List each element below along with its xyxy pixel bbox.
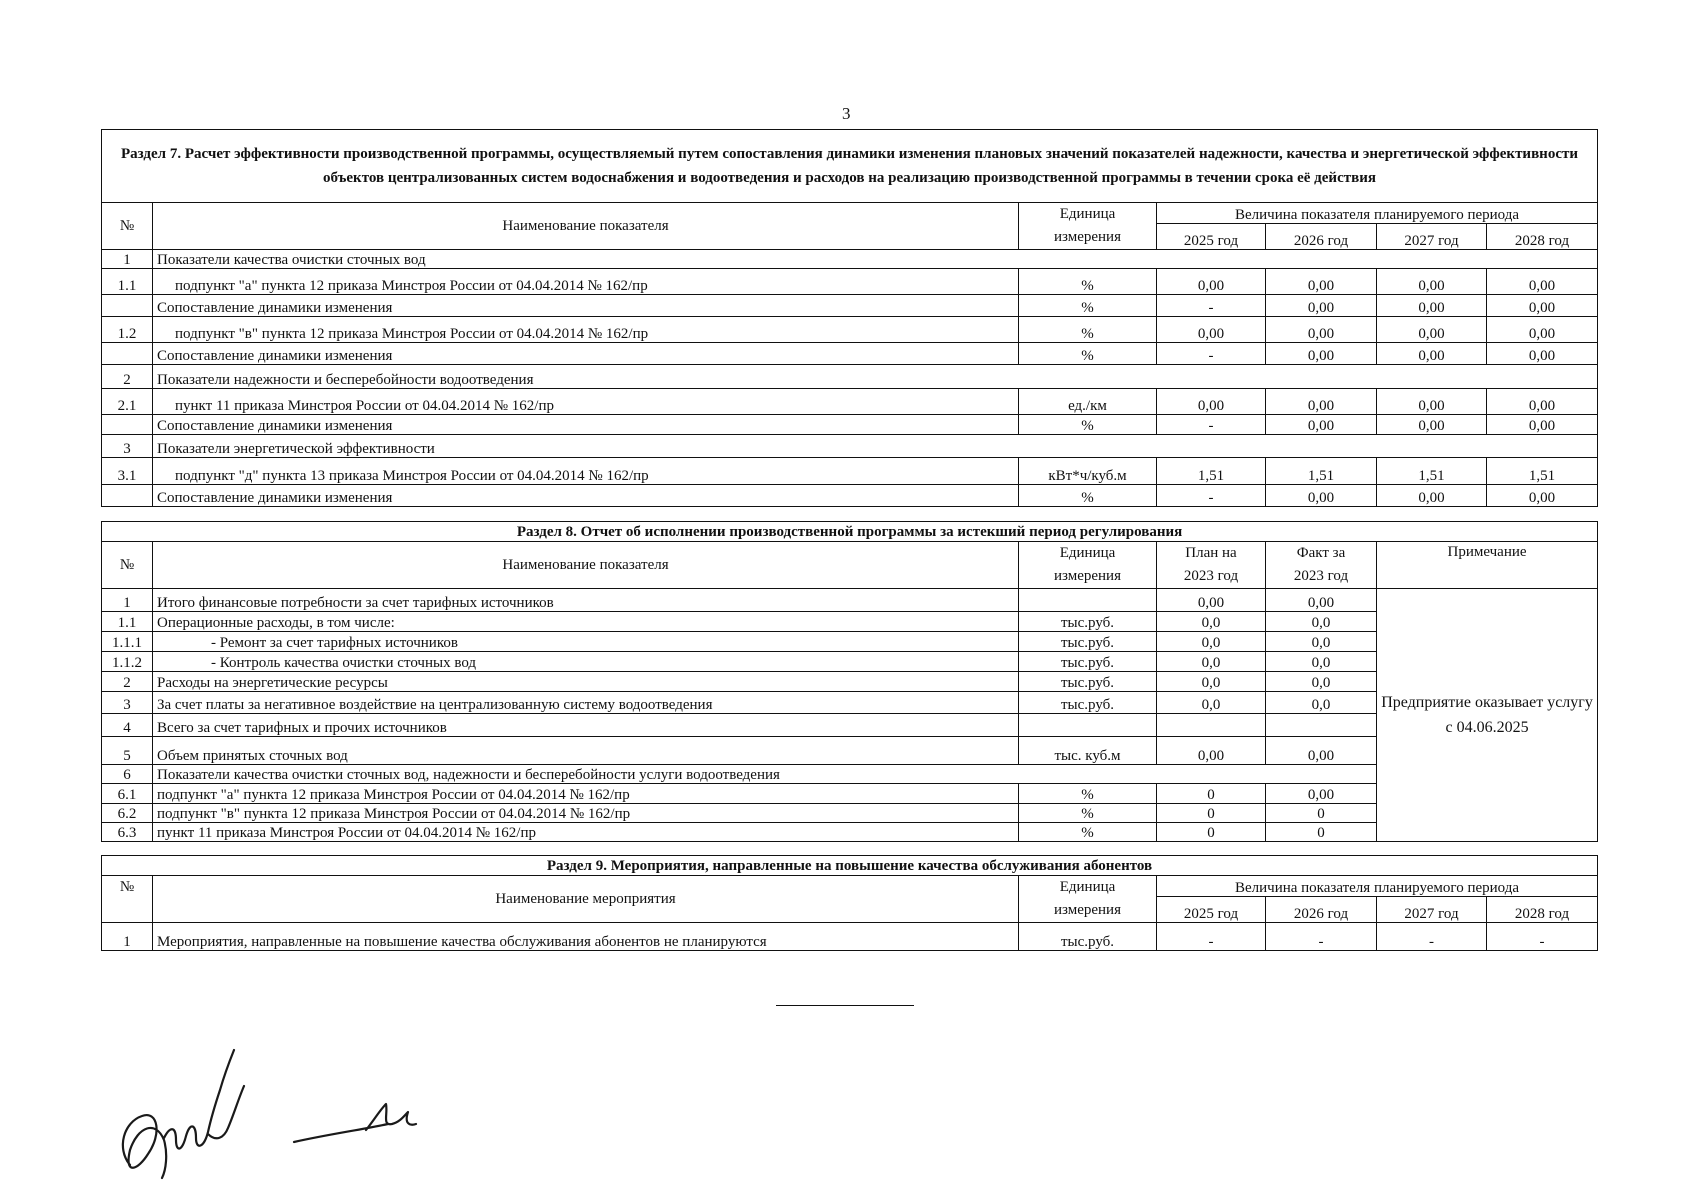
row-name: Сопоставление динамики изменения: [153, 295, 1019, 317]
table-row: [102, 317, 1598, 343]
section9-header-num: №: [102, 876, 153, 923]
row-num: 1.1.1: [102, 632, 153, 652]
row-unit: %: [1019, 295, 1157, 317]
section7-header-year: 2025 год: [1157, 224, 1266, 250]
row-num: 3: [102, 692, 153, 714]
section8-table: [101, 521, 1598, 842]
section8-header-note: Примечание: [1377, 542, 1598, 589]
row-num: 1: [102, 923, 153, 951]
row-plan: 0: [1157, 804, 1266, 823]
row-value: -: [1487, 923, 1598, 951]
section9-header-unit-line1: Единица: [1059, 879, 1116, 895]
table-row: [102, 458, 1598, 485]
table-row: [102, 415, 1598, 435]
row-value: -: [1266, 923, 1377, 951]
section8-header-num: №: [102, 542, 153, 589]
row-unit: тыс.руб.: [1019, 672, 1157, 692]
row-plan: 0,0: [1157, 652, 1266, 672]
row-value: 0,00: [1266, 415, 1377, 435]
section8-header-name: Наименование показателя: [153, 542, 1019, 589]
table-row: [102, 589, 1598, 612]
row-plan: 0,00: [1157, 589, 1266, 612]
row-value: -: [1157, 923, 1266, 951]
row-value: 0,00: [1487, 295, 1598, 317]
row-num: 3.1: [102, 458, 153, 485]
row-num: 6: [102, 765, 153, 784]
row-value: 0,00: [1266, 269, 1377, 295]
row-value: 0,00: [1487, 485, 1598, 507]
row-plan: 0,0: [1157, 672, 1266, 692]
row-value: 0,00: [1157, 317, 1266, 343]
row-unit: тыс. куб.м: [1019, 737, 1157, 765]
row-plan: 0,0: [1157, 692, 1266, 714]
table-row: [102, 295, 1598, 317]
row-unit: ед./км: [1019, 389, 1157, 415]
section9-title: Раздел 9. Мероприятия, направленные на повышение качества обслуживания абонентов: [102, 856, 1598, 876]
row-name: - Контроль качества очистки сточных вод: [153, 652, 1019, 672]
row-value: 0,00: [1487, 343, 1598, 365]
row-value: -: [1157, 485, 1266, 507]
row-plan: 0,0: [1157, 632, 1266, 652]
row-value: 1,51: [1487, 458, 1598, 485]
table-row: [102, 485, 1598, 507]
row-fact: 0,00: [1266, 737, 1377, 765]
row-num: 1: [102, 250, 153, 269]
section9-header-year: 2025 год: [1157, 897, 1266, 923]
section7-header-year: 2028 год: [1487, 224, 1598, 250]
row-num: [102, 485, 153, 507]
row-num: 1.1: [102, 269, 153, 295]
row-value: 1,51: [1377, 458, 1487, 485]
row-name: Показатели надежности и бесперебойности водоотведения: [153, 365, 1598, 389]
row-num: 6.1: [102, 784, 153, 804]
row-value: 1,51: [1157, 458, 1266, 485]
row-num: 2: [102, 365, 153, 389]
section7-header-num: №: [102, 203, 153, 250]
row-value: 0,00: [1377, 343, 1487, 365]
row-value: 0,00: [1266, 485, 1377, 507]
section9-header-unit: [1019, 876, 1157, 923]
row-num: 2: [102, 672, 153, 692]
row-unit: %: [1019, 485, 1157, 507]
row-name: Сопоставление динамики изменения: [153, 343, 1019, 365]
row-num: 6.3: [102, 823, 153, 842]
section7-header-year: 2027 год: [1377, 224, 1487, 250]
row-value: 0,00: [1157, 269, 1266, 295]
section8-header-plan: [1157, 542, 1266, 589]
row-fact: 0,00: [1266, 784, 1377, 804]
section9-header-year: 2027 год: [1377, 897, 1487, 923]
row-name: подпункт "в" пункта 12 приказа Минстроя России от 04.04.2014 № 162/пр: [153, 804, 1019, 823]
row-num: [102, 415, 153, 435]
table-row: [102, 250, 1598, 269]
row-unit: тыс.руб.: [1019, 652, 1157, 672]
section8-title: Раздел 8. Отчет об исполнении производственной программы за истекший период регулирования: [102, 522, 1598, 542]
section8-header-unit-line2: измерения: [1053, 568, 1121, 584]
row-fact: [1266, 714, 1377, 737]
row-value: 0,00: [1487, 269, 1598, 295]
section9-header-year: 2026 год: [1266, 897, 1377, 923]
row-value: 0,00: [1266, 317, 1377, 343]
section7-header-unit-line1: Единица: [1059, 206, 1116, 222]
row-name: Операционные расходы, в том числе:: [153, 612, 1019, 632]
section9-header-unit-line2: измерения: [1053, 902, 1121, 918]
section8-header-fact-line1: Факт за: [1296, 545, 1346, 561]
row-value: 0,00: [1487, 389, 1598, 415]
row-fact: 0,0: [1266, 652, 1377, 672]
row-value: 0,00: [1266, 295, 1377, 317]
row-fact: 0,0: [1266, 612, 1377, 632]
row-fact: 0: [1266, 804, 1377, 823]
row-fact: 0,0: [1266, 672, 1377, 692]
row-unit: %: [1019, 784, 1157, 804]
section7-header-year: 2026 год: [1266, 224, 1377, 250]
table-row: [102, 269, 1598, 295]
section8-header-plan-line1: План на: [1185, 545, 1237, 561]
row-unit: %: [1019, 823, 1157, 842]
row-plan: 0,00: [1157, 737, 1266, 765]
table-row: [102, 365, 1598, 389]
row-value: 0,00: [1487, 415, 1598, 435]
row-unit: [1019, 589, 1157, 612]
row-num: [102, 295, 153, 317]
row-plan: [1157, 714, 1266, 737]
row-num: 1.1.2: [102, 652, 153, 672]
row-fact: 0: [1266, 823, 1377, 842]
row-name: Показатели качества очистки сточных вод, надежности и бесперебойности услуги водоотведения: [153, 765, 1377, 784]
row-value: 0,00: [1487, 317, 1598, 343]
row-value: 0,00: [1377, 389, 1487, 415]
section9-header-name: Наименование мероприятия: [153, 876, 1019, 923]
row-name: - Ремонт за счет тарифных источников: [153, 632, 1019, 652]
section9-header-year: 2028 год: [1487, 897, 1598, 923]
section7-header-unit: [1019, 203, 1157, 250]
section8-header-fact: [1266, 542, 1377, 589]
row-name: Расходы на энергетические ресурсы: [153, 672, 1019, 692]
section7-table: [101, 129, 1598, 507]
row-plan: 0: [1157, 823, 1266, 842]
row-name: Показатели энергетической эффективности: [153, 435, 1598, 458]
signature-1: [112, 1030, 262, 1190]
row-plan: 0: [1157, 784, 1266, 804]
row-value: 0,00: [1157, 389, 1266, 415]
row-num: 1.2: [102, 317, 153, 343]
row-num: 6.2: [102, 804, 153, 823]
row-num: 4: [102, 714, 153, 737]
row-unit: %: [1019, 343, 1157, 365]
table-row: [102, 692, 1598, 714]
table-row: [102, 632, 1598, 652]
row-value: 0,00: [1377, 415, 1487, 435]
row-fact: 0,0: [1266, 692, 1377, 714]
row-unit: [1019, 714, 1157, 737]
row-value: 0,00: [1377, 269, 1487, 295]
row-name: Мероприятия, направленные на повышение качества обслуживания абонентов не планируются: [153, 923, 1019, 951]
row-fact: 0,00: [1266, 589, 1377, 612]
row-value: 1,51: [1266, 458, 1377, 485]
row-num: 5: [102, 737, 153, 765]
section7-header-name: Наименование показателя: [153, 203, 1019, 250]
row-name: пункт 11 приказа Минстроя России от 04.04.2014 № 162/пр: [153, 823, 1019, 842]
row-unit: тыс.руб.: [1019, 632, 1157, 652]
row-fact: 0,0: [1266, 632, 1377, 652]
row-unit: %: [1019, 317, 1157, 343]
section7-title: Раздел 7. Расчет эффективности производственной программы, осуществляемый путем сопоставления динамики изменения плановых значений показателей надежности, качества и энергетической эффективности объектов централизованных систем водоснабжения и водоотведения и расходов на реализацию производственной программы в течении срока её действия: [102, 130, 1598, 203]
row-unit: %: [1019, 269, 1157, 295]
row-value: -: [1377, 923, 1487, 951]
table-row: [102, 612, 1598, 632]
row-unit: тыс.руб.: [1019, 612, 1157, 632]
row-value: 0,00: [1266, 343, 1377, 365]
row-unit: тыс.руб.: [1019, 923, 1157, 951]
section9-table: [101, 855, 1598, 951]
table-row: [102, 672, 1598, 692]
table-row: [102, 652, 1598, 672]
table-row: [102, 923, 1598, 951]
row-unit: %: [1019, 804, 1157, 823]
row-name: подпункт "а" пункта 12 приказа Минстроя России от 04.04.2014 № 162/пр: [153, 784, 1019, 804]
row-name: подпункт "в" пункта 12 приказа Минстроя России от 04.04.2014 № 162/пр: [153, 317, 1019, 343]
row-name: Объем принятых сточных вод: [153, 737, 1019, 765]
row-unit: %: [1019, 415, 1157, 435]
section8-header-unit: [1019, 542, 1157, 589]
row-value: -: [1157, 415, 1266, 435]
page-number: 3: [842, 104, 851, 123]
table-row: [102, 435, 1598, 458]
row-value: 0,00: [1377, 485, 1487, 507]
row-name: Сопоставление динамики изменения: [153, 415, 1019, 435]
row-name: За счет платы за негативное воздействие на централизованную систему водоотведения: [153, 692, 1019, 714]
row-name: Сопоставление динамики изменения: [153, 485, 1019, 507]
row-num: 3: [102, 435, 153, 458]
divider-line: [776, 1005, 914, 1006]
section8-header-unit-line1: Единица: [1059, 545, 1116, 561]
section7-header-unit-line2: измерения: [1053, 229, 1121, 245]
table-row: [102, 737, 1598, 765]
signature-2: [290, 1090, 430, 1150]
row-num: 1: [102, 589, 153, 612]
section8-note: Предприятие оказывает услугу с 04.06.2025: [1377, 589, 1598, 842]
section7-header-period: Величина показателя планируемого периода: [1157, 203, 1598, 224]
row-value: 0,00: [1377, 317, 1487, 343]
row-unit: кВт*ч/куб.м: [1019, 458, 1157, 485]
row-name: Всего за счет тарифных и прочих источников: [153, 714, 1019, 737]
row-value: 0,00: [1377, 295, 1487, 317]
row-name: подпункт "а" пункта 12 приказа Минстроя России от 04.04.2014 № 162/пр: [153, 269, 1019, 295]
row-value: 0,00: [1266, 389, 1377, 415]
row-num: 2.1: [102, 389, 153, 415]
row-name: подпункт "д" пункта 13 приказа Минстроя России от 04.04.2014 № 162/пр: [153, 458, 1019, 485]
table-row: [102, 784, 1598, 804]
section8-header-plan-line2: 2023 год: [1183, 568, 1239, 584]
row-num: [102, 343, 153, 365]
row-name: Показатели качества очистки сточных вод: [153, 250, 1598, 269]
row-num: 1.1: [102, 612, 153, 632]
table-row: [102, 714, 1598, 737]
row-unit: тыс.руб.: [1019, 692, 1157, 714]
row-value: -: [1157, 343, 1266, 365]
row-name: пункт 11 приказа Минстроя России от 04.04.2014 № 162/пр: [153, 389, 1019, 415]
table-row: [102, 804, 1598, 823]
row-plan: 0,0: [1157, 612, 1266, 632]
section9-header-period: Величина показателя планируемого периода: [1157, 876, 1598, 897]
row-value: -: [1157, 295, 1266, 317]
section8-header-fact-line2: 2023 год: [1293, 568, 1349, 584]
table-row: [102, 343, 1598, 365]
row-name: Итого финансовые потребности за счет тарифных источников: [153, 589, 1019, 612]
table-row: [102, 389, 1598, 415]
table-row: [102, 765, 1598, 784]
table-row: [102, 823, 1598, 842]
